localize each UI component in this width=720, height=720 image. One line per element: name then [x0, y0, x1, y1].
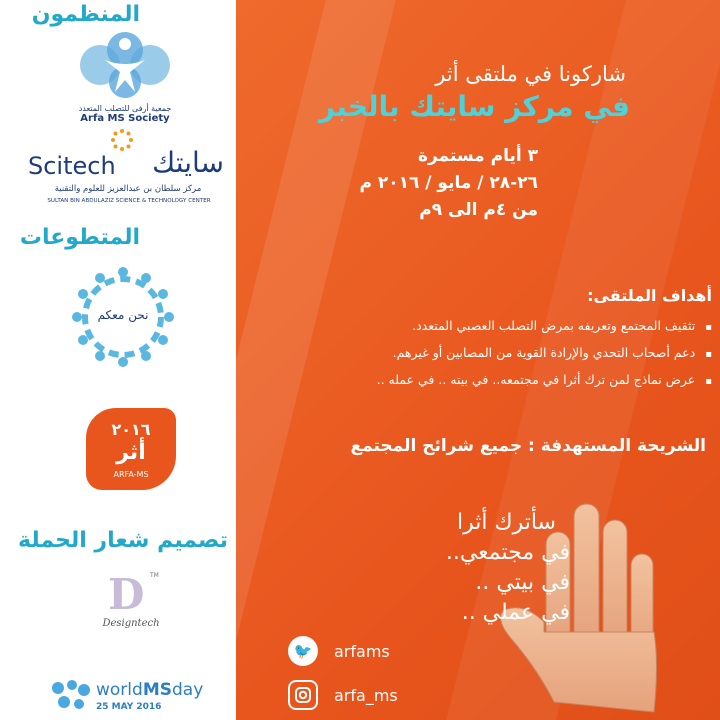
volunteers-heading: المتطوعات: [19, 225, 140, 250]
nahnu-maakum-logo: [68, 262, 178, 372]
goal-item: ▪ دعم أصحاب التحدي والإرادة القوية من المصابين أو غيرهم.: [242, 345, 712, 360]
athar-2016-logo: [86, 408, 176, 490]
world-ms-dots-icon: [50, 678, 92, 712]
event-time: من ٤م الى ٩م: [419, 200, 538, 220]
athar-word: أثر: [116, 440, 146, 465]
arfa-people-icon: [70, 30, 180, 100]
athar-sub: ARFA-MS: [113, 470, 149, 479]
scitech-english: Scitech: [28, 152, 116, 180]
world-ms-day-logo: [50, 678, 230, 718]
day-text: day: [171, 680, 204, 700]
twitter-handle-text: arfams: [334, 641, 390, 661]
goals-list: [242, 318, 712, 399]
designtech-logo: [96, 570, 166, 640]
goal-item: ▪ عرض نماذج لمن ترك أثرا في مجتمعه.. في بيته .. في عمله ..: [242, 372, 712, 387]
target-audience: الشريحة المستهدفة : جميع شرائح المجتمع: [350, 436, 706, 456]
slogan-line: في عملي ..: [461, 600, 570, 625]
world-text: world: [96, 680, 143, 700]
event-poster-panel: [236, 0, 720, 720]
designtech-letter: D: [108, 570, 145, 619]
event-invite-line: شاركونا في ملتقى أثر: [435, 62, 626, 86]
ms-text: MS: [142, 680, 172, 700]
twitter-icon: 🐦: [288, 636, 318, 666]
arfa-logo-arabic: جمعية أرفى للتصلب المتعدد: [78, 104, 172, 113]
event-dates: ٢٦-٢٨ / مايو / ٢٠١٦ م: [359, 173, 538, 193]
scitech-logo: [18, 128, 228, 210]
scitech-arabic: سايتك: [152, 146, 224, 179]
campaign-design-heading: تصميم شعار الحملة: [18, 528, 228, 553]
designtech-name: Designtech: [102, 618, 160, 629]
sponsors-sidebar: [0, 0, 236, 720]
instagram-icon: [288, 680, 318, 710]
volunteer-logo-text: نحن معكم: [97, 308, 149, 322]
instagram-handle-text: arfa_ms: [334, 685, 398, 705]
goal-item: ▪ تثقيف المجتمع وتعريفه بمرض التصلب العصبي المتعدد.: [242, 318, 712, 333]
event-venue-line: في مركز سايتك بالخبر: [319, 90, 630, 123]
world-ms-day-date: 25 MAY 2016: [96, 702, 162, 712]
scitech-arabic-sub: مركز سلطان بن عبدالعزيز للعلوم والتقنية: [54, 184, 202, 194]
slogan-line: سأترك أثرا: [456, 510, 556, 535]
scitech-star-icon: [110, 128, 134, 152]
world-ms-day-text: [96, 680, 203, 700]
goals-title: أهداف الملتقى:: [587, 286, 712, 305]
organizers-heading: المنظمون: [31, 2, 140, 27]
arfa-ms-society-logo: [70, 30, 180, 124]
twitter-handle[interactable]: [288, 636, 390, 666]
slogan-line: في بيتي ..: [475, 570, 570, 595]
instagram-handle[interactable]: [288, 680, 398, 710]
arfa-logo-english: Arfa MS Society: [80, 113, 170, 124]
athar-year: ٢٠١٦: [111, 420, 151, 439]
event-duration: ٣ أيام مستمرة: [417, 146, 538, 166]
slogan-line: في مجتمعي..: [445, 540, 570, 565]
designtech-tm: TM: [150, 572, 159, 579]
scitech-english-sub: SULTAN BIN ABDULAZIZ SCIENCE & TECHNOLOGY CENTER: [47, 198, 211, 204]
